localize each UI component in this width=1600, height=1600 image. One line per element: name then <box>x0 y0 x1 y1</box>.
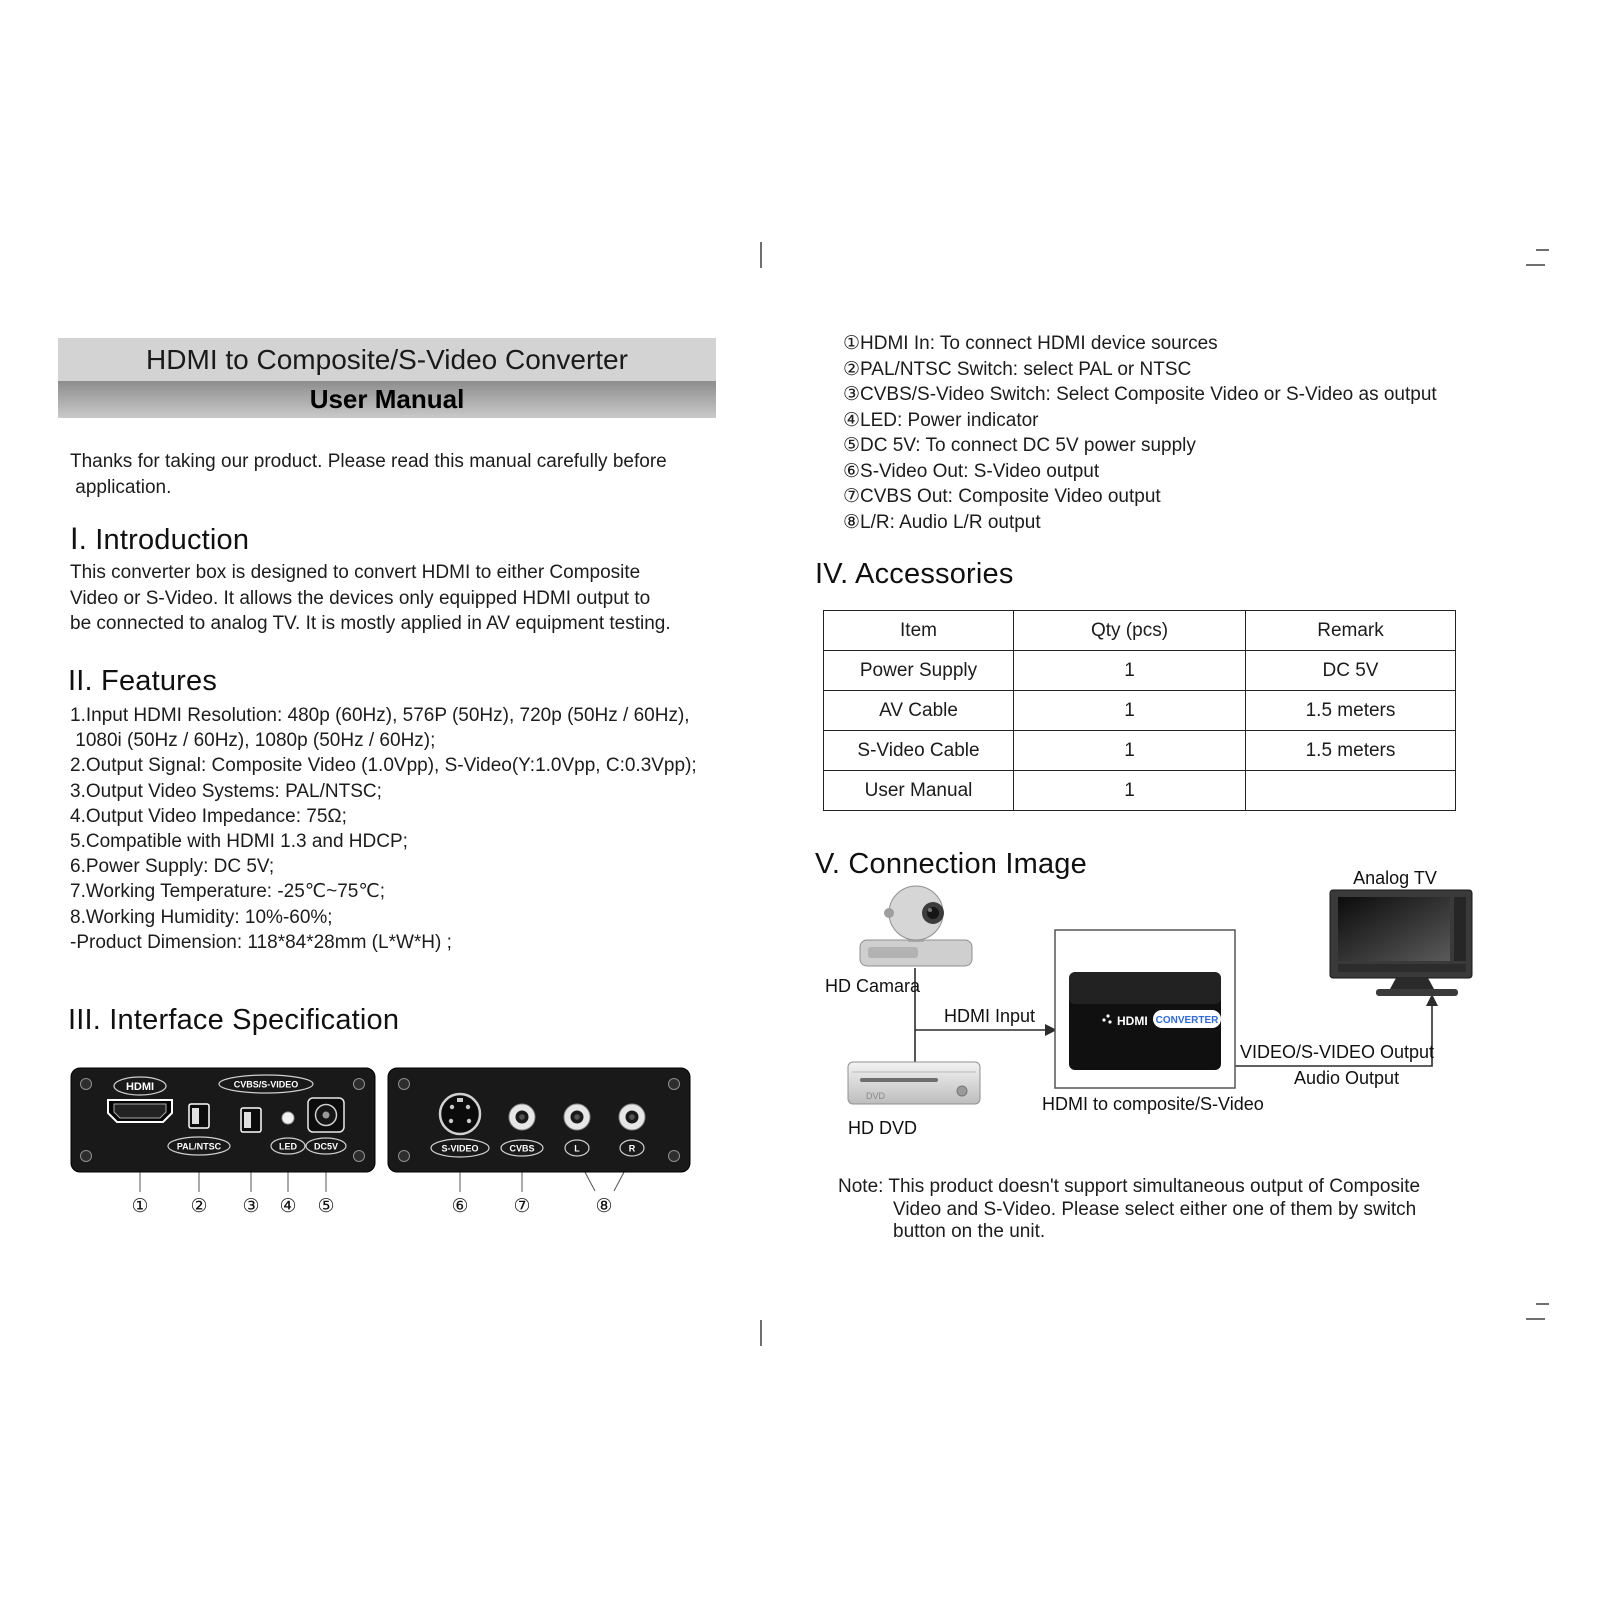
interface-description-list <box>843 331 1437 535</box>
pal-ntsc-switch-knob <box>192 1108 199 1124</box>
callout-6: ⑥ <box>451 1196 469 1217</box>
connection-diagram <box>820 868 1550 1168</box>
table-header-item: Item <box>824 611 1014 651</box>
pal-ntsc-label: PAL/NTSC <box>176 1141 222 1152</box>
registration-mark <box>1526 1318 1545 1320</box>
callout-4: ④ <box>279 1196 297 1217</box>
hdmi-port-inner <box>114 1104 166 1118</box>
front-panel <box>71 1068 375 1172</box>
accessories-table <box>823 610 1456 811</box>
interface-list-line: ④LED: Power indicator <box>843 409 1039 431</box>
rear-panel <box>388 1068 690 1172</box>
hd-dvd-label: HD DVD <box>848 1118 918 1138</box>
feature-line: 2.Output Signal: Composite Video (1.0Vpp), S-Video(Y:1.0Vpp, C:0.3Vpp); <box>70 755 697 777</box>
note <box>838 1176 1420 1244</box>
dc5v-label: DC5V <box>313 1141 339 1152</box>
callout-1: ① <box>131 1196 149 1217</box>
video-output-label: VIDEO/S-VIDEO Output <box>1240 1042 1435 1062</box>
callout-3: ③ <box>242 1196 260 1217</box>
table-cell: DC 5V <box>1246 651 1456 691</box>
interface-list-line: ⑧L/R: Audio L/R output <box>843 511 1041 533</box>
interface-list-line: ②PAL/NTSC Switch: select PAL or NTSC <box>843 358 1192 380</box>
power-led-icon <box>282 1112 294 1124</box>
callout-5: ⑤ <box>317 1196 335 1217</box>
interface-list-line: ③CVBS/S-Video Switch: Select Composite Video or S-Video as output <box>843 384 1437 405</box>
audio-r-rca-icon <box>619 1104 645 1130</box>
callout-8: ⑧ <box>595 1196 613 1217</box>
feature-line: 3.Output Video Systems: PAL/NTSC; <box>70 780 382 802</box>
cvbs-rca-icon <box>509 1104 535 1130</box>
led-label: LED <box>279 1141 297 1152</box>
analog-tv-icon <box>1330 890 1472 996</box>
doc-title-banner: HDMI to Composite/S-Video Converter <box>58 338 716 381</box>
logo-converter-text: CONVERTER <box>1155 1015 1219 1026</box>
hdmi-port-label: HDMI <box>125 1081 155 1093</box>
table-cell: 1.5 meters <box>1246 691 1456 731</box>
features-list <box>70 703 697 955</box>
hd-dvd-icon <box>848 1062 980 1104</box>
cvbs-svideo-label: CVBS/S-VIDEO <box>233 1079 299 1090</box>
dvd-logo-label: DVD <box>866 1091 886 1101</box>
intro-note-line: Thanks for taking our product. Please read this manual carefully before <box>70 451 667 472</box>
heading-features: II. Features <box>68 665 218 697</box>
interface-list-line: ①HDMI In: To connect HDMI device sources <box>843 333 1218 354</box>
table-header-qty: Qty (pcs) <box>1014 611 1246 651</box>
audio-output-label: Audio Output <box>1294 1068 1400 1088</box>
audio-r-label: R <box>628 1143 636 1154</box>
note-line: Note: This product doesn't support simultaneous output of Composite <box>838 1176 1421 1197</box>
dc-jack-pin <box>323 1112 330 1119</box>
table-cell <box>1246 771 1456 811</box>
hd-camera-label: HD Camara <box>825 976 921 996</box>
table-cell: 1 <box>1014 691 1246 731</box>
table-cell: 1 <box>1014 731 1246 771</box>
table-row <box>824 691 1456 731</box>
callout-7: ⑦ <box>513 1196 531 1217</box>
introduction-line: be connected to analog TV. It is mostly applied in AV equipment testing. <box>70 613 671 634</box>
note-line: button on the unit. <box>893 1221 1046 1242</box>
svideo-label: S-VIDEO <box>441 1143 479 1154</box>
analog-tv-label: Analog TV <box>1353 868 1437 888</box>
interface-list-line: ⑥S-Video Out: S-Video output <box>843 460 1100 482</box>
doc-subtitle-banner: User Manual <box>58 381 716 418</box>
table-cell: 1 <box>1014 771 1246 811</box>
table-row <box>824 731 1456 771</box>
table-cell: AV Cable <box>824 691 1014 731</box>
feature-line: 8.Working Humidity: 10%-60%; <box>70 906 333 928</box>
interface-list-line: ⑦CVBS Out: Composite Video output <box>843 486 1161 507</box>
registration-mark <box>760 242 762 268</box>
note-line: Video and S-Video. Please select either one of them by switch <box>893 1198 1417 1220</box>
feature-line: 7.Working Temperature: -25℃~75℃; <box>70 881 385 903</box>
intro-note-line: application. <box>70 476 172 498</box>
feature-line: 6.Power Supply: DC 5V; <box>70 856 275 878</box>
hdmi-input-label: HDMI Input <box>944 1006 1036 1026</box>
logo-hdmi-text: HDMI <box>1117 1014 1148 1028</box>
table-cell: User Manual <box>824 771 1014 811</box>
heading-interface-spec: III. Interface Specification <box>68 1004 400 1036</box>
interface-list-line: ⑤DC 5V: To connect DC 5V power supply <box>843 435 1196 456</box>
callout-numbers <box>131 1196 612 1217</box>
table-cell: S-Video Cable <box>824 731 1014 771</box>
table-row <box>824 651 1456 691</box>
table-header-remark: Remark <box>1246 611 1456 651</box>
heading-connection-image: V. Connection Image <box>815 848 1087 880</box>
heading-introduction: Ⅰ. Introduction <box>70 524 250 556</box>
feature-line: -Product Dimension: 118*84*28mm (L*W*H) ; <box>70 931 452 953</box>
hd-camera-icon <box>860 886 972 966</box>
registration-mark <box>1526 264 1545 266</box>
introduction-line: Video or S-Video. It allows the devices only equipped HDMI output to <box>70 587 651 609</box>
table-cell: 1 <box>1014 651 1246 691</box>
introduction-line: This converter box is designed to convert HDMI to either Composite <box>70 562 641 583</box>
intro-note <box>70 449 667 500</box>
audio-l-rca-icon <box>564 1104 590 1130</box>
registration-mark <box>1536 249 1549 251</box>
callout-2: ② <box>190 1196 208 1217</box>
interface-panels-diagram <box>70 1060 692 1220</box>
feature-line: 4.Output Video Impedance: 75Ω; <box>70 805 347 827</box>
table-header-row <box>824 611 1456 651</box>
cvbs-label: CVBS <box>509 1143 535 1154</box>
table-cell: Power Supply <box>824 651 1014 691</box>
table-row <box>824 771 1456 811</box>
feature-line: 1.Input HDMI Resolution: 480p (60Hz), 576P (50Hz), 720p (50Hz / 60Hz), <box>70 705 690 726</box>
heading-accessories: IV. Accessories <box>815 558 1014 590</box>
converter-caption: HDMI to composite/S-Video <box>1042 1094 1264 1114</box>
introduction-body <box>70 560 671 637</box>
registration-mark <box>760 1320 762 1346</box>
cvbs-svideo-switch-knob <box>244 1112 251 1128</box>
converter-box-icon <box>1055 930 1235 1088</box>
feature-line: 5.Compatible with HDMI 1.3 and HDCP; <box>70 831 408 853</box>
feature-line: 1080i (50Hz / 60Hz), 1080p (50Hz / 60Hz); <box>70 730 436 752</box>
table-cell: 1.5 meters <box>1246 731 1456 771</box>
audio-l-label: L <box>574 1143 580 1154</box>
registration-mark <box>1536 1303 1549 1305</box>
